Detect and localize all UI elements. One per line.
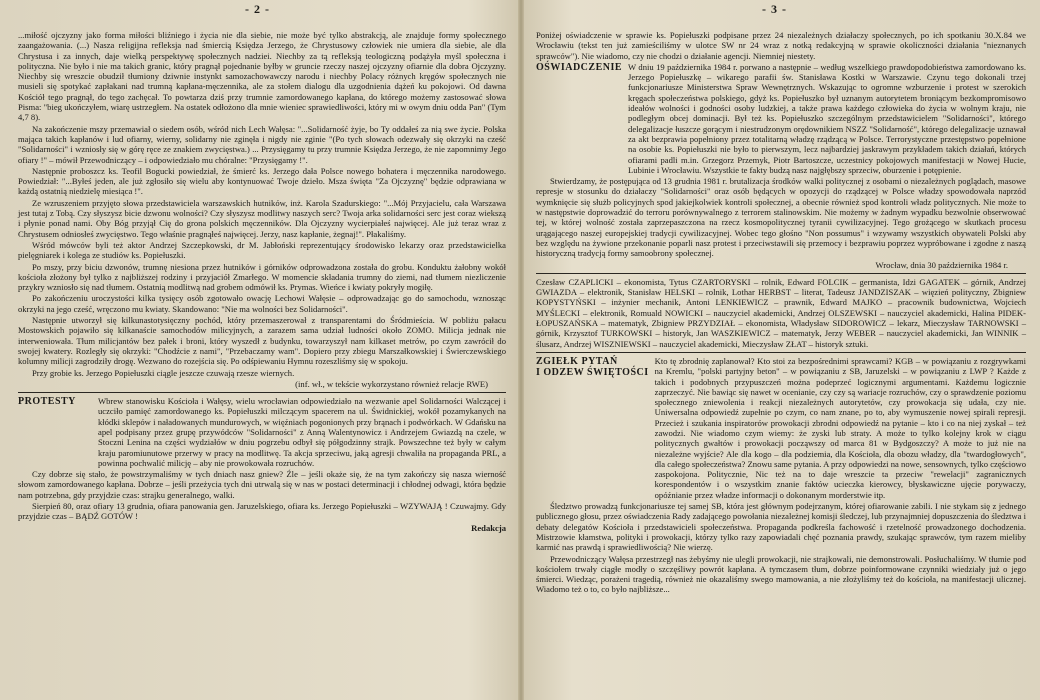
- page-number: - 2 -: [245, 2, 270, 16]
- questions-paragraph: Kto tę zbrodnię zaplanował? Kto stoi za bezpośrednimi sprawcami? KGB – w powiązaniu z rozgrywkami na Kremlu, "polski partyjny beton" – w powiązaniu z SB, Jaruzelski – w powiązaniu z LWP ? Każde z takich i podobnych przypuszczeń można podeprzeć logicznymi argumentami. Każdemu logicznie zaprzeczyć. Nie bawiąc się nawet w ocenianie, czy czy są wariacje rozruchów, czy o sprawdzenie poziomu społecznego zniewolenia i reakcji niezależnych autorytetów, czy prowokacja się udała, czy nie. Uniwersalna odpowiedź zupełnie po czym, co nam znane, po to, aby wymuszenie nowej spirali represji. Przecież i szukania inspiratorów prowokacji zbrodni odpowiedź na pytanie – kto i co na niej zyskał – też zawodzi. Nie wiadomo czym wiemy: że zyski lub straty. A może to tylko kolejny krok w ciągu politycznych gwałtów i prowokacji począwszy od marca 81 w Bydgoszczy? A może to już nie na niezależne wyjście? Ale dla kogo – dla podziemia, dla Kościoła, dla obozu władzy, dla "twardogłowych", dla całego społeczeństwa? Znowu same pytania. A przy odpowiedzi na nowe, sensownych, tylko częściowo zaspokojona. Politycznie, Nic też na to daje wreszcie ta przeciw "rewelacji" zagranicznych korespondentów i o wszystkim znanie faktów ucieczka kierowcy, błyskawiczne ujęcie porywaczy, opóźnianie przez władze informacji o dokonanym morderstwie itp.: [654, 355, 1026, 500]
- signatories-list: Czesław CZAPLICKI – ekonomista, Tytus CZARTORYSKI – rolnik, Edward FOLCIK – germanista, Idzi GAGATEK – górnik, Andrzej GWIAZDA – elektronik, Stanisław HELSKI – rolnik, Lothar HERBST – literat, Tadeusz JANDZISZAK – więzień polityczny, Zbigniew KOPYSTYŃSKI – inżynier mechanik, Antoni LENKIEWICZ – prawnik, Edward MAJKO – pracownik budownictwa, Wojciech MYŚLECKI – elektronik, Romuald NOWICKI – nauczyciel akademicki, Andrzej OLSZEWSKI – nauczyciel akademicki, Halina PIDEK-ŁOPUSZAŃSKA – matematyk, Zbigniew PRZYDZIAŁ – ekonomista, Władysław SIDOROWICZ – lekarz, Mieczysław TARNOWSKI – górnik, Krzysztof TURKOWSKI – historyk, Jan WASZKIEWICZ – matematyk, Jerzy WEBER – nauczyciel akademicki, Jan WINNIK – ślusarz, Andrzej WISZNIEWSKI – nauczyciel akademicki, Mieczysław ZŁAT – historyk sztuki.: [536, 276, 1026, 349]
- statement-date: Wrocław, dnia 30 października 1984 r.: [875, 259, 1008, 270]
- source-note: (inf. wł., w tekście wykorzystano również relacje RWE): [295, 378, 488, 389]
- article-paragraph: Ze wzruszeniem przyjęto słowa przedstawiciela warszawskich hutników, inż. Karola Szadurskiego: "...Mój Przyjacielu, cała Warszawa jest tutaj z Tobą. Czy słyszysz bicie dzwonu wolności? Czy słyszysz modlitwy naszych serc? Twoja arka solidarności serc jest coraz wiekszą i płynie ponad nami. Oby Bóg przyjął Cię do grona polskich męczenników. Dla Ojczyzny wycierpiałeś najwięcej. Ale już teraz wraz z Chrystusem odniosłeś zwycięstwo. Tego właśnie pragnąłeś najwięcej. Jerzy, nasz kapłanie, żegnaj!". Płakaliśmy.: [18, 197, 506, 239]
- article-paragraph: Następnie utworzył się kilkunastotysięczny pochód, który przemaszerował z transparentami do Śródmieścia. W pobliżu pałacu Mostowskich pojawiło się kilkanaście samochodów milicyjnych, a zarazem sama udział ludności około ZOMO. Milicja jednak nie interweniowała. Tłum milicjantów bez pałek i broni, który wyszedł z budynku, towarzyszył nam kilkaset metrów, po czym zawrócił do swojej kwatery. Rozległy się okrzyki: "Chodźcie z nami", "Przebaczamy wam". Dopiero przy zbiegu Marszałkowskiej i Świerczewskiego kolumny milicji zagrodziły drogę. Wezwano do rozejścia się. Po odśpiewaniu Hymnu rozeszliśmy się w spokoju.: [18, 315, 506, 367]
- section-heading: ZGIEŁK PYTAŃ: [536, 355, 618, 367]
- article-paragraph: Przy grobie ks. Jerzego Popiełuszki ciągle jeszcze czuwają rzesze wiernych.: [32, 367, 295, 378]
- article-paragraph: Na zakończenie mszy przemawiał o siedem osób, wśród nich Lech Wałęsa: "...Solidarność żyje, bo Ty oddałeś za nią swe życie. Polska mająca takich kapłanów i lud ofiarny, wierny, solidarny nie zginęła i nigdy nie zginie "(Po tych słowach odezwały się okrzyki na cześć "Solidarności" i wzniosły się w górę ręce ze znakiem zwycięstwa.) ... Przysięgamy tu przy trumnie Księdza Jerzego, że nie zapomnimy Jego ofiary !" – mówił Przewodniczący – i odpowiedziało mu chóralne: "Przysięgamy !".: [18, 123, 506, 165]
- page-number: - 3 -: [762, 2, 787, 16]
- statement-paragraph: W dniu 19 października 1984 r. porwano a następnie – według wszelkiego prawdopodobieństwa zamordowano ks. Jerzego Popiełuszkę – wikarego parafii św. Stanisława Kostki w Warszawie. Czynu tego dokonali trzej funkcjonariusze Ministerstwa Spraw Wewnętrznych. Wskazując to ogromne wzburzenie i protest w szerokich kręgach społeczeństwa polskiego, gdyż ks. Popiełuszko był uznanym autorytetem broniącym bezkompromisowo ideałów wolności i godności osoby ludzkiej, a także prawa każdego człowieka do życia w wolnym kraju, nie podległym obcej dominacji. Był też ks. Popiełuszko szczególnym przedstawicielem "Solidarności", którego delegalizacje łuszcze gorącym i niestrudzonym orędownikiem NSZZ "Solidarność", którego delegalizacje uznawał za akt bezprawia popełniony przez totalitarną władzę rządzącą w Polsce. Terrorystyczne przestępstwo popełnione na osobie ks. Popiełuszki nie było to pierwszym, lecz najbardziej jaskrawym przykładem takich działań, których ofiarami padli m.in. Grzegorz Przemyk, Piotr Bartoszcze, uczestnicy pokojowych manifestacji w Nowej Hucie, Lubinie i Wrocławiu. Wszystkie te fakty budzą nasz najgłębszy sprzeciw, oburzenie i potępienie.: [628, 61, 1026, 175]
- article-paragraph: Po zakończeniu uroczystości kilka tysięcy osób zgotowało owację Lechowi Wałęsie – odprowadzając go do samochodu, wznosząc okrzyki na jego cześć, wręczono mu kwiaty. Skandowano: "Nie ma wolności bez Solidarności".: [18, 293, 506, 314]
- divider: [536, 352, 1026, 353]
- article-paragraph: Po mszy, przy biciu dzwonów, trumnę niesiona przez hutników i górników odprowadzona została do grobu. Konduktu żałobny wokół kościoła złożony był tylko z najbliższej rodziny i przyjaciół Zmarłego. W momencie składania trumny do ziemi, nad tłumem niezliczenie przykry wzniosło się nad tłumem. Ostatnią modlitwą nad grobem odmówił ks. Prymas. Wieńce i kwiaty pokryły mogiłę.: [18, 261, 506, 293]
- protest-paragraph: Czy dobrze się stało, że powstrzymaliśmy w tych dniach nasz gniew? Źle – jeśli okaże się, że na tym zakończy się nasza wierność słowom zamordowanego kapłana. Dobrze – jeśli przeżycia tych dni utrwalą się w nas w postaci determinacji i chłodnej odwagi, która będzie nam potrzebna, gdy przyjdzie czas: strajku generalnego, walki.: [18, 469, 506, 500]
- statement-section: [536, 62, 1026, 176]
- section-heading: I ODZEW ŚWIĘTOŚCI: [536, 366, 649, 378]
- editor-signature: Redakcja: [471, 522, 506, 533]
- article-paragraph: Wśród mówców byli też aktor Andrzej Szczepkowski, dr M. Jabłoński reprezentujący środowisko lekarzy oraz przedstawicielka pielęgniarek i kolega ze studiów ks. Popiełuszki.: [18, 239, 506, 261]
- questions-paragraph: Śledztwo prowadzą funkcjonariusze tej samej SB, która jest głównym podejrzanym, której ofiarowanie zabili. I nie stykam się z jednego publicznego głosu, przez oświadczenia Rady zadającego powołania niezależnej komisji śledczej, lub przynajmniej dopuszczenia do śledztwa i debaty delegatów Kościoła i przedstawicieli społeczeństwa. Propaganda podkreśla fachowość i rzetelność prowadzonego dochodzenia. Mistrzowie kłamstwa, polityki i prowokacji, którzy tylko razy zapowiadali chęć poznania prawdy, szukając sprawców, tym razem mieliby karmić nas prawdą i sprawiedliwością? Nie wierzę.: [536, 501, 1026, 553]
- protest-section: [18, 396, 506, 469]
- article-paragraph: Następnie proboszcz ks. Teofil Bogucki powiedział, że śmierć ks. Jerzego dała Polsce nowego bohatera i męczennika narodowego. Powiedział: "...Byłeś jeden, ale już zgłosiło się wielu aby kontynuować Twoje dzieło. Msza święta "Za Ojczyznę" będzie odprawiana w każdą ostatnią niedzielę miesiąca !".: [18, 165, 506, 197]
- questions-section: [536, 356, 1026, 501]
- divider: [18, 392, 506, 393]
- article-paragraph: ...miłość ojczyzny jako forma miłości bliźniego i życia nie dla siebie, nie może być tylko abstrakcją, ale znajduje formy społecznego zaangażowania. (...) Nasza religijna refleksja nad śmiercią Księdza Jerzego, że Chrystusowy człowiek nie umiera dla siebie, ale dla Chrystusa i za innych, daje wielką perspektywę społecznych nadziei. Niechby za tą refleksją teologiczną podążyła myśl społeczna i polityczna. Nie było i nie ma takich granic, który pragnął pojednanie byłby w gruncie rzeczy naszej ojczyzny ofiarnie dla dobra Ojczyzny. Niechby się wreszcie obudził tłumiony dziwnie instynkt samozachowawczy narodu i niechby Polacy różnych kręgów społecznych nie musieli się spotykać zapłakani nad trumną kapłana-męczennika, ale za stołem dialogu dla uzgodnienia dążeń ku pokojowi. Od dawna Kościół tego pragnął, do tego zachęcał. To powtarza dziś przy trumnie zamordowanego kapłana, do którego możemy zastosować słowa Pisma: "bieg ukończyłem, wiarę ustrzegłem. Na ostatek odłożono dla mnie wieniec sprawiedliwości, który mi w owym dniu odda Pan" (Tym 4,7 8).: [18, 30, 506, 123]
- section-heading: PROTESTY: [18, 396, 76, 408]
- divider: [536, 273, 1026, 274]
- protest-paragraph: Wbrew stanowisku Kościoła i Wałęsy, wielu wrocławian odpowiedziało na wezwanie apel Solidarności Walczącej i uczciło pamięć zamordowanego ks. Popiełuszki milczącym spacerem na ul. Świdnickiej, wokół pozamykanych na kłódki sklepów i naładowanych mundurowych, w więźniach pogonionych przy brąnach i podwórkach. W Gdańsku na apel podpisany przez grupę przywódców "Solidarności" z Anną Walentynowicz i Andrzejem Gwiazdą na czele, w Stoczni Lenina na części wydziałów w dniu pogrzebu odbył się półgodzinny strajk. Powszechne też były w całym kraju paromiunutowe przerwy w pracy na modlitwę. Ta akcja sprzeciwu, jaką agresji chwaliła na propaganda PRL, a powinna pochwalić milicję – aby nie prowokowała rozruchów.: [98, 396, 506, 468]
- statement-paragraph: Stwierdzamy, że postępująca od 13 grudnia 1981 r. brutalizacja środków walki politycznej z osobami o niezależnych poglądach, masowe represje w stosunku do działaczy "Solidarności" oraz osób będących w opozycji do rządzącej w Polsce władzy spowodowała naprzód wymknięcie się służb policyjnych spod jakiejkolwiek kontroli społecznej, a obecnie również spod kontroli władz politycznych. Nie może to w następstwie doprowadzić do terroru porównywalnego z terrorem stalinowskim. Nie możemy w żadnym wypadku bezwolnie obserwować tej, w której wolność została zaprzepaszczona na rzecz kosmopolitycznej tyranii cywilizacyjnej. Tego grożącego w skutkach procesu urągającego naszej europejskiej tradycji cywilizacyjnej. Wobec tego głośno "Non possumus" i wzywamy wszystkich obywateli Polski aby bez względu na żywione przekonanie poparli nasz protest i przeciwstawili się przemocy i bezprawiu poprzez wypróbowane i zgodne z naszą historyczną tradycją formy samoobrony społecznej.: [536, 176, 1026, 259]
- section-heading: OŚWIADCZENIE: [536, 61, 623, 73]
- intro-paragraph: Poniżej oświadczenie w sprawie ks. Popiełuszki podpisane przez 24 niezależnych działaczy społecznych, po ich spotkaniu 30.X.84 we Wrocławiu (tekst ten już zamieściliśmy w ulotce SW nr 24 wraz z notką redakcyjną w sprawie okoliczności działania "nieznanych sprawców"). Nie wiadomo, czy nie chodzi o działanie agencji. Niemniej niestety.: [536, 30, 1026, 61]
- right-page: [522, 0, 1040, 700]
- protest-paragraph: Sierpień 80, oraz ofiary 13 grudnia, ofiara panowania gen. Jaruzelskiego, ofiara ks. Jerzego Popiełuszki – WZYWAJĄ ! Czuwajmy. Gdy przyjdzie czas – BĄDŹ GOTÓW !: [18, 501, 506, 522]
- questions-paragraph: Przewodniczący Wałęsa przestrzegł nas żebyśmy nie ulegli prowokacji, nie strajkowali, nie demonstrowali. Posłuchaliśmy. W tłumie pod kościołem trwały ciągłe modły o szczęśliwy powrót kapłana. A tymczasem tłum, dobrze poinformowane czynniki wiedziały już o jego śmierci. Wiedząc, porażeni tragedią, również nie okazaliśmy swego mamowania, a nie złożyliśmy też do kościoła, na manifestacji ulicznej. Wiadomo też o to, co było najbliższe...: [536, 553, 1026, 595]
